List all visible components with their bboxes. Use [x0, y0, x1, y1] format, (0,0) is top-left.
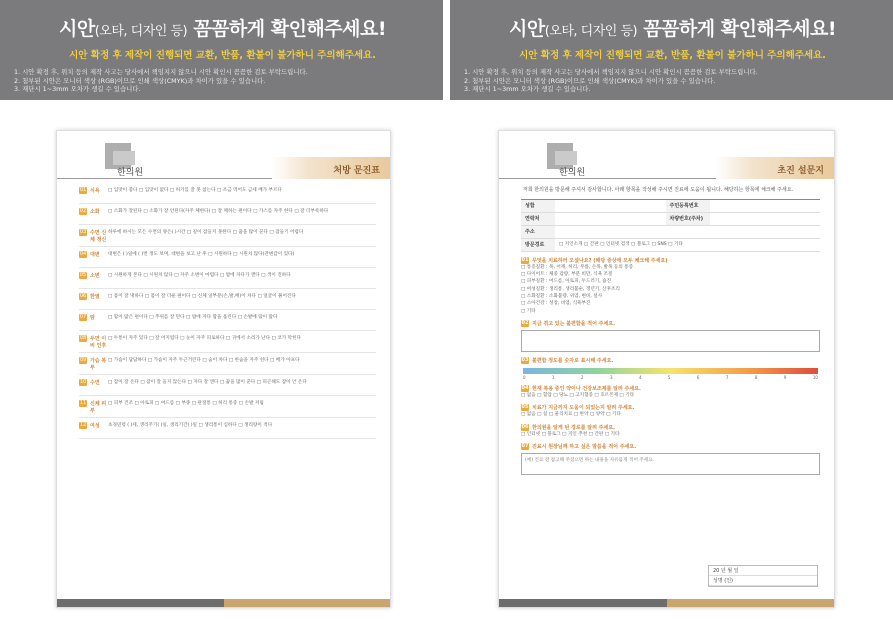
clinic-name: 한의원	[117, 168, 144, 178]
banner-notes: 1. 시안 확정 후, 위치 등의 제작 사고는 당사에서 책임지지 않으니 시안 확인시 꼼꼼한 검토 부탁드립니다. 2. 첨부된 시안은 모니터 색상 (RGB)이므로 인쇄 색상(CMYK)과 차이가 있을 수 있습니다. 3. 재단시 1~3mm 오차가 생길 수 있습니다.	[464, 68, 758, 94]
banner-subtitle: 시안 확정 후 제작이 진행되면 교환, 반품, 환불이 불가하니 주의해주세요.	[519, 50, 826, 61]
question-row: 06 한열 □ 몸이 잘 냉하다 □ 몸이 잘 더운 편이다 □ 신체 일부분(손,발,배)이 차다 □ 얼굴이 붉어진다	[79, 289, 376, 310]
banner-title: 시안(오타, 디자인 등) 꼼꼼하게 확인해주세요!	[58, 18, 387, 40]
section-heading: 03 불편함 정도를 숫자로 표시해 주세요.	[521, 356, 614, 364]
memo-box[interactable]: (예) 진료 전 참고해 주셨으면 하는 내용을 자유롭게 적어 주세요.	[521, 453, 820, 475]
question-row: 09 가슴 복부 □ 가슴이 답답하다 □ 가슴이 자주 두근거린다 □ 숨이 차다 □ 한숨을 자주 쉰다 □ 배가 아프다	[79, 353, 376, 375]
banner-title: 시안(오타, 디자인 등) 꼼꼼하게 확인해주세요!	[508, 18, 837, 40]
question-row: 02 소화 □ 소화가 잘된다 □ 소화가 잘 안된다(자주 체한다) □ 잘 체하는 편이다 □ 가스를 자주 한다 □ 잘 더부룩하다	[79, 204, 376, 225]
question-row: 08 두면 이비 인후 □ 두통이 자주 있다 □ 잘 어지럽다 □ 눈이 자주 피로하다 □ 귀에서 소리가 난다 □ 코가 막힌다	[79, 331, 376, 353]
notice-banner-right	[450, 0, 893, 100]
footer-bar	[57, 599, 390, 607]
document-title-tab: 초진 설문지	[716, 157, 834, 179]
referral-options[interactable]: □ 인터넷 □ 블로그 □ 지인 추천 □ 간판 □ 기타	[521, 431, 620, 437]
survey-body	[521, 183, 820, 475]
footer-bar	[499, 599, 834, 607]
first-visit-survey-sheet[interactable]	[498, 130, 835, 608]
banner-subtitle: 시안 확정 후 제작이 진행되면 교환, 반품, 환불이 불가하니 주의해주세요.	[69, 50, 376, 61]
survey-intro: 저희 한의원을 방문해 주셔서 감사합니다. 아래 항목을 작성해 주시면 진료에 도움이 됩니다. 해당하는 항목에 체크해 주세요.	[523, 187, 794, 193]
notice-banner-left	[0, 0, 443, 100]
banner-notes: 1. 시안 확정 후, 위치 등의 제작 사고는 당사에서 책임지지 않으니 시안 확인시 꼼꼼한 검토 부탁드립니다. 2. 첨부된 시안은 모니터 색상 (RGB)이므로 인쇄 색상(CMYK)과 차이가 있을 수 있습니다. 3. 재단시 1~3mm 오차가 생길 수 있습니다.	[14, 68, 308, 94]
date-field: 20 년 월 일	[709, 566, 817, 576]
signature-box[interactable]	[708, 565, 818, 587]
question-row: 12 여성 초경연령 ( )세, 생리주기( )일, 생리기간( )일 □ 생리통이 심하다 □ 생리량이 적다	[79, 418, 376, 439]
medication-options[interactable]: □ 없음 □ 혈압 □ 당뇨 □ 고지혈증 □ 호르몬제 □ 기타	[521, 392, 635, 398]
question-row: 10 수면 □ 잠이 잘 온다 □ 잠이 잘 들지 않는다 □ 자다 잘 깬다 □ 꿈을 많이 꾼다 □ 피곤해도 잠이 안 온다	[79, 375, 376, 396]
section-heading: 07 진료시 원장님께 하고 싶은 말씀을 적어 주세요.	[521, 442, 637, 450]
section-heading: 06 한의원을 알게 된 경로를 알려 주세요.	[521, 423, 616, 431]
question-row: 11 신체 피부 □ 피부 건조 □ 아토피 □ 여드름 □ 부종 □ 관절통 □ 허리 통증 □ 손발 저림	[79, 396, 376, 418]
section-heading: 05 치료가 지금까지 도움이 되었는지 알려 주세요.	[521, 404, 635, 412]
treatment-options[interactable]: □ 없음 □ 침 □ 물리치료 □ 한약 □ 양약 □ 기타	[521, 412, 621, 418]
question-row: 04 대변 대변은 ( )일에 ( )번 정도 보며, 대변을 보고 난 후 □ 시원하다 □ 시원치 않다(잔변감이 있다)	[79, 247, 376, 268]
question-row: 01 식욕 □ 입맛이 좋다 □ 입맛이 없다 □ 허기를 잘 못 참는다 □ 조금 먹어도 금세 배가 부르다	[79, 183, 376, 204]
document-title-tab: 처방 문진표	[272, 157, 390, 179]
section-heading: 02 지금 겪고 있는 불편함을 적어 주세요.	[521, 319, 616, 327]
signature-field: 성명 (인)	[709, 576, 817, 586]
questionnaire-body	[79, 183, 376, 439]
symptom-text-box[interactable]	[521, 330, 820, 352]
clinic-name: 한의원	[559, 168, 586, 178]
symptom-list: □ 통증질환 : 목, 어깨, 허리, 무릎, 손목, 발목 등의 통증 □ 다이어트 : 체중 감량, 부분 비만, 식욕 조절 □ 피부질환 : 여드름, 아토피, 두드러기, 습진 □ 여성질환 : 생리통, 생리불순, 갱년기, 산후조리 □ 소화질환 : 소화불량, 위염, 변비, 설사 □ 소아건강 : 성장, 비염, 식욕부진 □ 기타	[521, 264, 634, 314]
question-row: 07 땀 □ 땀이 많은 편이다 □ 추위를 잘 탄다 □ 밤에 자다 땀을 흘린다 □ 손발에 땀이 많다	[79, 310, 376, 331]
section-heading: 01 무엇을 치료하러 오셨나요? (해당 증상에 모두 체크해 주세요)	[521, 256, 668, 264]
patient-info-table: 성함 주민등록번호 연락처 차량번호(주차) 주소 방문경로 □ 지인소개 □ 간판 □ 인터넷 검색 □ 블로그 □ SNS □ 기타	[521, 199, 820, 252]
question-row: 03 수면 신체 정신 하루에 하시는 모든 수면의 양은( )시간 □ 깊이 잠들지 못한다 □ 꿈을 많이 꾼다 □ 잠들기 어렵다	[79, 225, 376, 247]
question-row: 05 소변 □ 시원하게 본다 □ 시원치 않다 □ 자주 소변이 마렵다 □ 밤에 자다가 깬다 □ 색이 진하다	[79, 268, 376, 289]
pain-scale-ticks: 0 1 2 3 4 5 6 7 8 9 10	[523, 374, 818, 380]
pain-scale-bar[interactable]	[523, 368, 818, 374]
section-heading: 04 현재 복용 중인 약이나 건강보조제를 알려 주세요.	[521, 384, 641, 392]
prescription-questionnaire-sheet[interactable]	[56, 130, 391, 608]
